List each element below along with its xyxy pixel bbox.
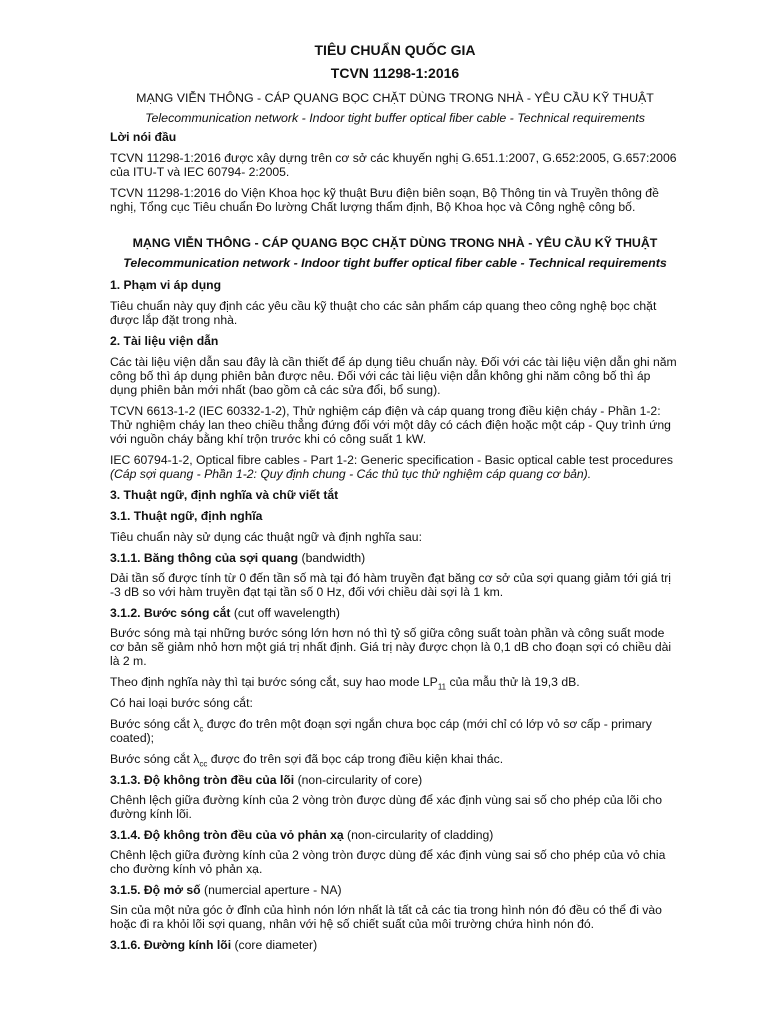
section-3-1-text: Tiêu chuẩn này sử dụng các thuật ngữ và định nghĩa sau: [110,530,422,544]
standard-name-en: Telecommunication network - Indoor tight buffer optical fiber cable - Technical requirements [145,111,645,125]
main-title-vn: MẠNG VIỄN THÔNG - CÁP QUANG BỌC CHẶT DÙNG TRONG NHÀ - YÊU CẦU KỸ THUẬT [132,236,658,250]
foreword-paragraph-1: TCVN 11298-1:2016 được xây dựng trên cơ sở các khuyến nghị G.651.1:2007, G.652:2005, G.657:2006 của ITU-T và IEC 60794- 2:2005. [110,151,677,179]
term-3-1-5-english: (numercial aperture - NA) [200,883,342,897]
section-1-heading: 1. Phạm vi áp dụng [110,278,222,292]
reference-2-title: IEC 60794-1-2, Optical fibre cables - Part 1-2: Generic specification - Basic optical cable test procedures [110,453,673,467]
term-3-1-2-lp11-note [110,675,680,692]
term-3-1-4-heading [110,828,680,842]
term-3-1-4-definition: Chênh lệch giữa đường kính của 2 vòng tròn được dùng để xác định vùng sai số cho phép của vỏ chia cho đường kính vỏ phản xạ. [110,848,666,876]
term-3-1-2-english: (cut off wavelength) [230,606,340,620]
term-3-1-6-heading [110,938,680,952]
term-3-1-4-english: (non-circularity of cladding) [343,828,494,842]
term-3-1-2-type-1 [110,717,680,745]
section-2-heading: 2. Tài liệu viện dẫn [110,334,219,348]
type-1-text: Bước sóng cắt λ [110,717,200,731]
term-3-1-3-english: (non-circularity of core) [294,773,423,787]
type-2-tail: được đo trên sợi đã bọc cáp trong điều kiện khai thác. [207,752,504,766]
term-3-1-1-heading [110,551,680,565]
main-title-en: Telecommunication network - Indoor tight buffer optical fiber cable - Technical requirements [123,256,667,270]
term-3-1-1-english: (bandwidth) [298,551,366,565]
term-3-1-3-heading [110,773,680,787]
type-1-tail: được đo trên một đoạn sợi ngắn chưa bọc cáp (mới chỉ có lớp vỏ sơ cấp - primary coated); [110,717,652,745]
term-3-1-2-name: 3.1.2. Bước sóng cắt [110,606,231,620]
section-3-1-heading: 3.1. Thuật ngữ, định nghĩa [110,509,263,523]
section-1-text: Tiêu chuẩn này quy định các yêu cầu kỹ thuật cho các sản phẩm cáp quang theo công nghệ bọc chặt được lắp đặt trong nhà. [110,299,657,327]
section-spacer [110,221,680,236]
document-title: TIÊU CHUẨN QUỐC GIA [314,42,476,58]
section-2-reference-1: TCVN 6613-1-2 (IEC 60332-1-2), Thử nghiệm cáp điện và cáp quang trong điều kiện cháy - Phần 1-2: Thử nghiệm cháy lan theo chiều thẳng đứng đối với một dây có cách điện hoặc một cáp - Quy trình ứng với nguồn cháy bằng khí trộn trước khi có công suất 1 kW. [110,404,671,446]
term-3-1-5-definition: Sin của một nửa góc ở đỉnh của hình nón lớn nhất là tất cả các tia trong hình nón đó đều có thể đi vào hoặc đi ra khỏi lõi sợi quang, nhân với hệ số chiết suất của môi trường chứa hình nón đó. [110,903,662,931]
reference-2-translation: (Cáp sợi quang - Phần 1-2: Quy định chung - Các thủ tục thử nghiệm cáp quang cơ bản). [110,467,592,481]
lambda-cc-subscript: cc [199,759,208,769]
foreword-heading: Lời nói đầu [110,130,177,144]
standard-name-vn: MẠNG VIỄN THÔNG - CÁP QUANG BỌC CHẶT DÙNG TRONG NHÀ - YÊU CẦU KỸ THUẬT [136,91,654,105]
term-3-1-6-english: (core diameter) [231,938,318,952]
standard-code: TCVN 11298-1:2016 [330,65,460,81]
section-3-heading: 3. Thuật ngữ, định nghĩa và chữ viết tắt [110,488,339,502]
term-3-1-1-definition: Dải tần số được tính từ 0 đến tần số mà tại đó hàm truyền đạt băng cơ sở của sợi quang giảm tới giá trị -3 dB so với hàm truyền đạt tại tần số 0 Hz, đối với chiều dài sợi là 1 km. [110,571,671,599]
term-3-1-2-heading [110,606,680,620]
term-3-1-2-type-2 [110,752,680,769]
term-3-1-5-name: 3.1.5. Độ mở số [110,883,201,897]
lp-subscript: 11 [437,682,447,692]
term-3-1-5-heading [110,883,680,897]
term-3-1-6-name: 3.1.6. Đường kính lõi [110,938,232,952]
section-2-reference-2 [110,453,680,481]
lp-note-tail: của mẫu thử là 19,3 dB. [446,675,580,689]
term-3-1-2-types-intro: Có hai loại bước sóng cắt: [110,696,253,710]
lp-note-text: Theo định nghĩa này thì tại bước sóng cắt, suy hao mode LP [110,675,438,689]
lambda-c-subscript: c [199,724,204,734]
term-3-1-1-name: 3.1.1. Băng thông của sợi quang [110,551,299,565]
foreword-paragraph-2: TCVN 11298-1:2016 do Viện Khoa học kỹ thuật Bưu điện biên soạn, Bộ Thông tin và Truyền thông đề nghị, Tổng cục Tiêu chuẩn Đo lường Chất lượng thẩm định, Bộ Khoa học và Công nghệ công bố. [110,186,659,214]
term-3-1-4-name: 3.1.4. Độ không tròn đều của vỏ phản xạ [110,828,344,842]
term-3-1-3-name: 3.1.3. Độ không tròn đều của lõi [110,773,295,787]
term-3-1-2-definition: Bước sóng mà tại những bước sóng lớn hơn nó thì tỷ số giữa công suất toàn phần và công suất mode cơ bản sẽ giảm nhỏ hơn một giá trị nhất định. Giá trị này được chọn là 0,1 dB cho đoạn sợi có chiều dài là 2 m. [110,626,672,668]
section-2-text: Các tài liệu viện dẫn sau đây là cần thiết để áp dụng tiêu chuẩn này. Đối với các tài liệu viện dẫn ghi năm công bố thì áp dụng phiên bản được nêu. Đối với các tài liệu viện dẫn không ghi năm công bố thì áp dụng phiên bản mới nhất (bao gồm cả các sửa đổi, bổ sung). [110,355,677,397]
type-2-text: Bước sóng cắt λ [110,752,200,766]
term-3-1-3-definition: Chênh lệch giữa đường kính của 2 vòng tròn được dùng để xác định vùng sai số cho phép của lõi cho đường kính lõi. [110,793,663,821]
